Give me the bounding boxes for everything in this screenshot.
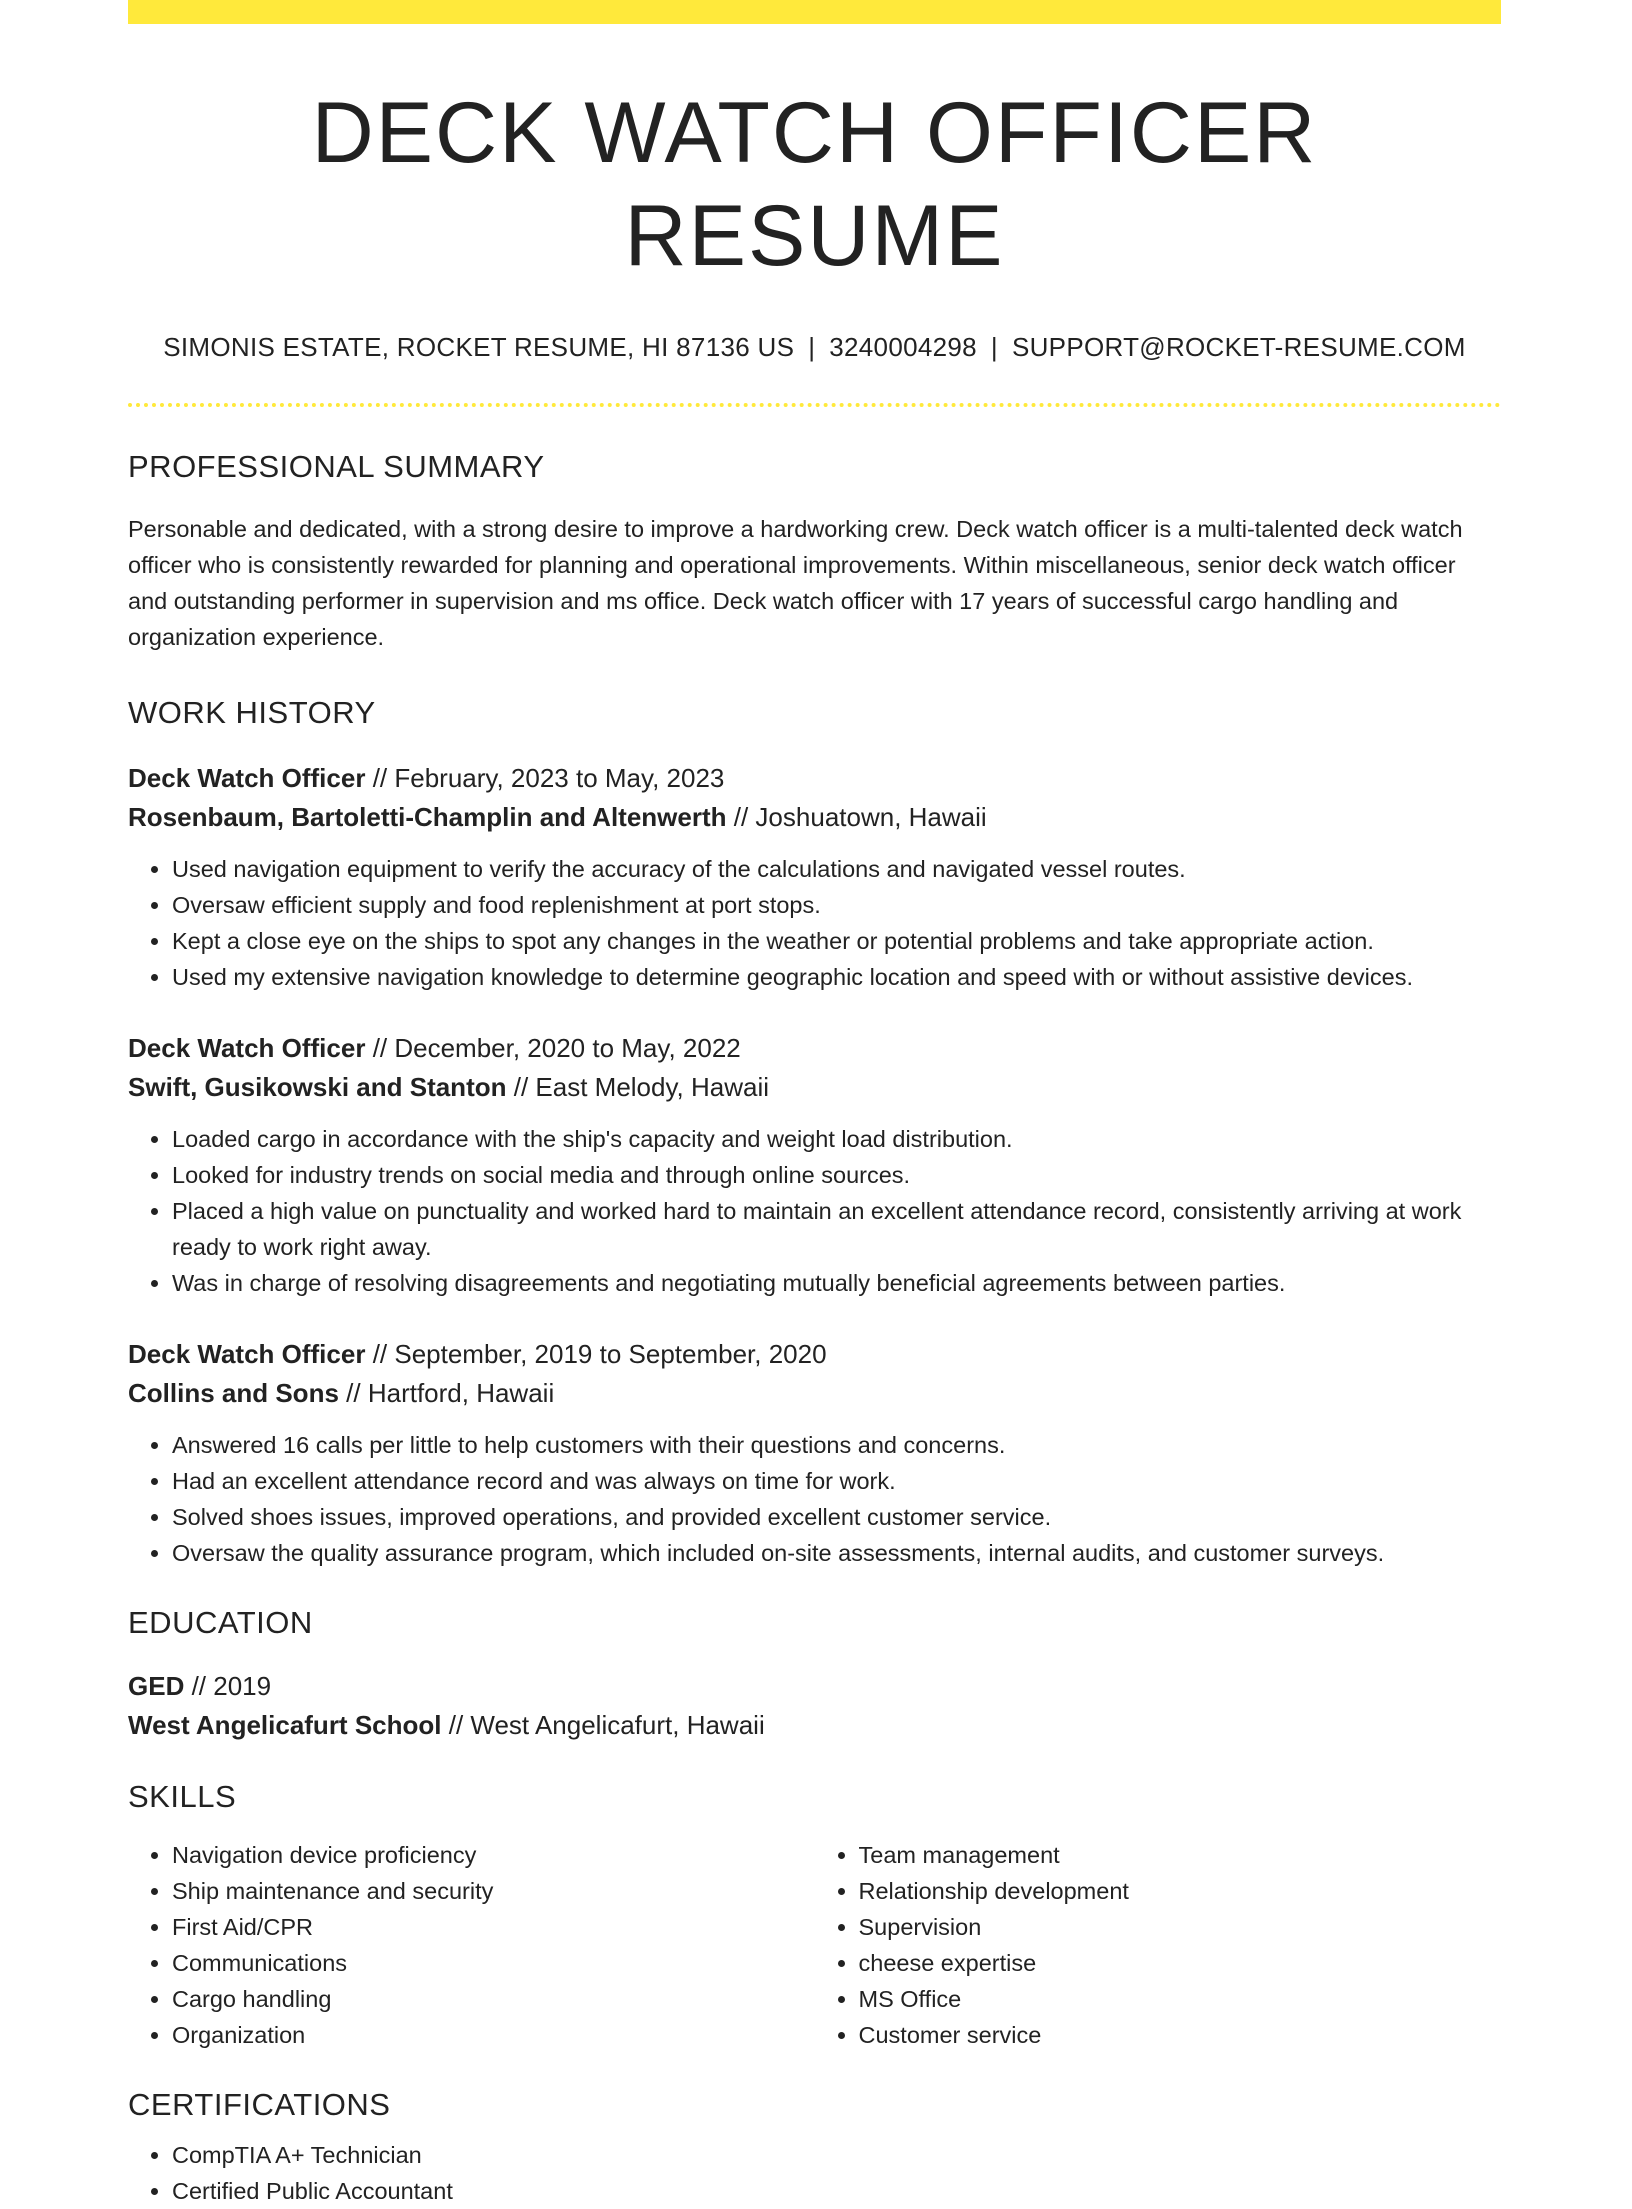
job-bullet: • Used navigation equipment to verify the accuracy of the calculations and navigated vessel routes. (172, 851, 1501, 887)
job-title-line (128, 759, 1501, 798)
job-bullet: • Oversaw the quality assurance program, which included on-site assessments, internal audits, and customer surveys. (172, 1535, 1501, 1571)
contact-line (128, 332, 1501, 363)
job-entry (128, 759, 1501, 995)
job-bullets (128, 1427, 1501, 1571)
job-bullet: • Had an excellent attendance record and was always on time for work. (172, 1463, 1501, 1499)
contact-email: SUPPORT@ROCKET-RESUME.COM (1011, 332, 1466, 363)
job-bullet: • Placed a high value on punctuality and worked hard to maintain an excellent attendance record, consistently arriving at work ready to work right away. (172, 1193, 1501, 1265)
resume-title: DECK WATCH OFFICER RESUME (311, 85, 1318, 285)
job-title: Deck Watch Officer (128, 1339, 366, 1370)
summary-text: Personable and dedicated, with a strong desire to improve a hardworking crew. Deck watch officer is a multi-talented deck watch officer who is consistently rewarded for planning and operational improvements. Within miscellaneous, senior deck watch officer and outstanding performer in supervision and ms office. Deck watch officer with 17 years of successful cargo handling and organization experience. (128, 516, 1463, 651)
job-company: Rosenbaum, Bartoletti-Champlin and Altenwerth (128, 802, 727, 833)
job-company: Collins and Sons (128, 1378, 339, 1409)
education-location: // West Angelicafurt, Hawaii (448, 1710, 765, 1741)
job-bullet: • Was in charge of resolving disagreements and negotiating mutually beneficial agreements between parties. (172, 1265, 1501, 1301)
job-title-line (128, 1335, 1501, 1374)
education-entry (128, 1667, 1501, 1745)
job-company-line (128, 1068, 1501, 1107)
certification-item: • CompTIA A+ Technician (172, 2137, 1501, 2173)
education-school: West Angelicafurt School (128, 1710, 442, 1741)
job-bullet: • Answered 16 calls per little to help customers with their questions and concerns. (172, 1427, 1501, 1463)
job-company: Swift, Gusikowski and Stanton (128, 1072, 507, 1103)
job-company-line (128, 798, 1501, 837)
education-school-line (128, 1706, 1501, 1745)
skill-item: • First Aid/CPR (172, 1909, 815, 1945)
skills-left-list (128, 1837, 815, 2053)
job-bullet: • Solved shoes issues, improved operations, and provided excellent customer service. (172, 1499, 1501, 1535)
contact-phone: 3240004298 (829, 332, 977, 363)
education-degree: GED (128, 1671, 185, 1702)
contact-separator: | (808, 332, 816, 363)
contact-address: SIMONIS ESTATE, ROCKET RESUME, HI 87136 US (163, 332, 795, 363)
job-bullets (128, 851, 1501, 995)
skill-item: • Communications (172, 1945, 815, 1981)
skill-item: • Supervision (859, 1909, 1502, 1945)
dotted-divider (128, 403, 1501, 407)
education-heading: EDUCATION (128, 1605, 313, 1641)
skill-item: • Ship maintenance and security (172, 1873, 815, 1909)
skill-item: • Navigation device proficiency (172, 1837, 815, 1873)
job-bullet: • Looked for industry trends on social media and through online sources. (172, 1157, 1501, 1193)
work-history-heading: WORK HISTORY (128, 695, 376, 731)
accent-top-bar (128, 0, 1501, 24)
skill-item: • Organization (172, 2017, 815, 2053)
job-dates: // September, 2019 to September, 2020 (372, 1339, 827, 1370)
skills-right-list (815, 1837, 1502, 2053)
job-location: // East Melody, Hawaii (513, 1072, 770, 1103)
job-entry (128, 1335, 1501, 1571)
job-bullets (128, 1121, 1501, 1301)
job-bullet: • Used my extensive navigation knowledge to determine geographic location and speed with or without assistive devices. (172, 959, 1501, 995)
skill-item: • Cargo handling (172, 1981, 815, 2017)
job-bullet: • Kept a close eye on the ships to spot any changes in the weather or potential problems and take appropriate action. (172, 923, 1501, 959)
job-company-line (128, 1374, 1501, 1413)
job-title: Deck Watch Officer (128, 1033, 366, 1064)
resume-page (128, 0, 1501, 2209)
job-title: Deck Watch Officer (128, 763, 366, 794)
skills-heading: SKILLS (128, 1779, 237, 1815)
skill-item: • cheese expertise (859, 1945, 1502, 1981)
job-title-line (128, 1029, 1501, 1068)
job-dates: // February, 2023 to May, 2023 (372, 763, 725, 794)
job-location: // Hartford, Hawaii (346, 1378, 555, 1409)
job-entry (128, 1029, 1501, 1301)
job-dates: // December, 2020 to May, 2022 (372, 1033, 741, 1064)
certifications-heading: CERTIFICATIONS (128, 2087, 391, 2123)
job-bullet: • Oversaw efficient supply and food replenishment at port stops. (172, 887, 1501, 923)
skills-columns (128, 1837, 1501, 2053)
certifications-list (128, 2137, 1501, 2209)
skill-item: • Relationship development (859, 1873, 1502, 1909)
skill-item: • MS Office (859, 1981, 1502, 2017)
skill-item: • Team management (859, 1837, 1502, 1873)
certification-item: • Certified Public Accountant (172, 2173, 1501, 2209)
job-bullet: • Loaded cargo in accordance with the ship's capacity and weight load distribution. (172, 1121, 1501, 1157)
education-year: // 2019 (191, 1671, 272, 1702)
job-location: // Joshuatown, Hawaii (733, 802, 987, 833)
contact-separator: | (990, 332, 998, 363)
summary-heading: PROFESSIONAL SUMMARY (128, 449, 545, 485)
education-degree-line (128, 1667, 1501, 1706)
skill-item: • Customer service (859, 2017, 1502, 2053)
